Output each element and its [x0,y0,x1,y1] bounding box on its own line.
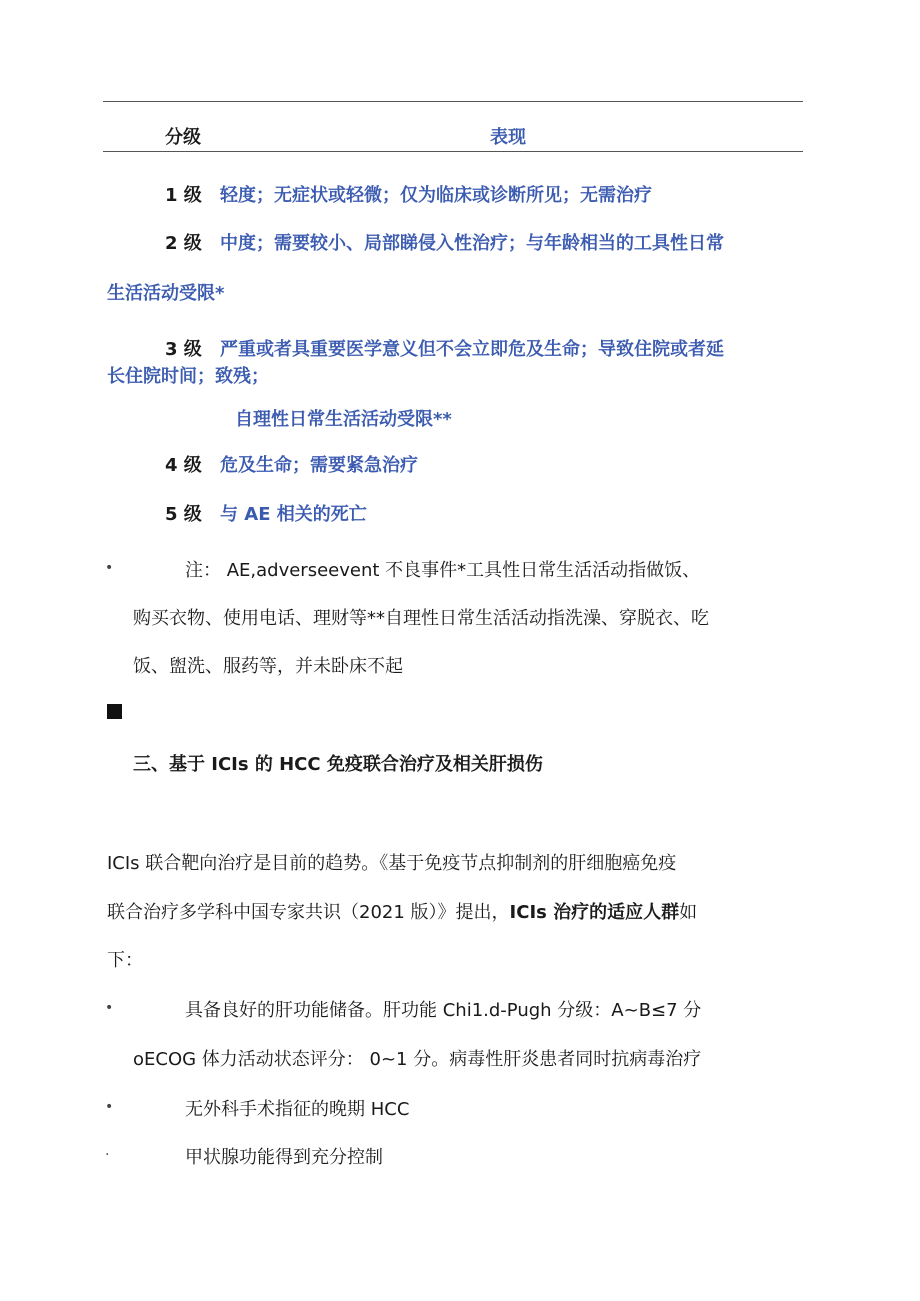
row-text: 轻度；无症状或轻微；仅为临床或诊断所见；无需治疗 [220,185,652,206]
header-grade: 分级 [165,127,201,148]
row-level: 1 级 [165,185,202,206]
note-line-2: 购买衣物、使用电话、理财等**自理性日常生活活动指洗澡、穿脱衣、吃 [133,608,709,629]
section-title: 三、基于 ICIs 的 HCC 免疫联合治疗及相关肝损伤 [133,754,543,775]
list-item: 甲状腺功能得到充分控制 [185,1147,383,1168]
paragraph-line-2-bold: ICIs 治疗的适应人群 [509,902,680,923]
table-top-rule [103,101,803,102]
table-header-rule [103,151,803,152]
square-bullet-icon [107,704,122,719]
paragraph-line-3: 下： [107,950,143,971]
paragraph-line-1: ICIs 联合靶向治疗是目前的趋势。《基于免疫节点抑制剂的肝细胞癌免疫 [107,853,677,874]
note-bullet: • [105,560,114,576]
row-text: 严重或者具重要医学意义但不会立即危及生命；导致住院或者延 [220,339,724,360]
list-bullet: • [105,1099,114,1115]
note-line-3: 饭、盥洗、服药等，并未卧床不起 [133,656,403,677]
list-item-continued: oECOG 体力活动状态评分： 0~1 分。病毒性肝炎患者同时抗病毒治疗 [133,1049,702,1070]
row-text-continued: 生活活动受限* [107,283,225,304]
row-level: 4 级 [165,455,202,476]
paragraph-line-2-post: 如 [679,902,698,923]
row-level: 2 级 [165,233,202,254]
row-text-continued: 长住院时间；致残； [107,366,269,387]
list-bullet: · [105,1147,110,1163]
paragraph-line-2 [107,898,697,924]
list-item: 无外科手术指征的晚期 HCC [185,1099,410,1120]
note-line-1: 注： AE,adverseevent 不良事件*工具性日常生活活动指做饭、 [185,560,701,581]
list-item: 具备良好的肝功能储备。肝功能 Chi1.d-Pugh 分级：A~B≤7 分 [185,1000,702,1021]
paragraph-line-2-pre: 联合治疗多学科中国专家共识（2021 版）》提出， [107,902,510,923]
row-level: 3 级 [165,339,202,360]
row-text-continued: 自理性日常生活活动受限** [235,409,452,430]
row-text: 危及生命；需要紧急治疗 [220,455,418,476]
row-text: 与 AE 相关的死亡 [220,504,367,525]
row-text: 中度；需要较小、局部睇侵入性治疗；与年龄相当的工具性日常 [220,233,724,254]
list-bullet: • [105,1000,114,1016]
header-manifestation: 表现 [490,127,526,148]
row-level: 5 级 [165,504,202,525]
